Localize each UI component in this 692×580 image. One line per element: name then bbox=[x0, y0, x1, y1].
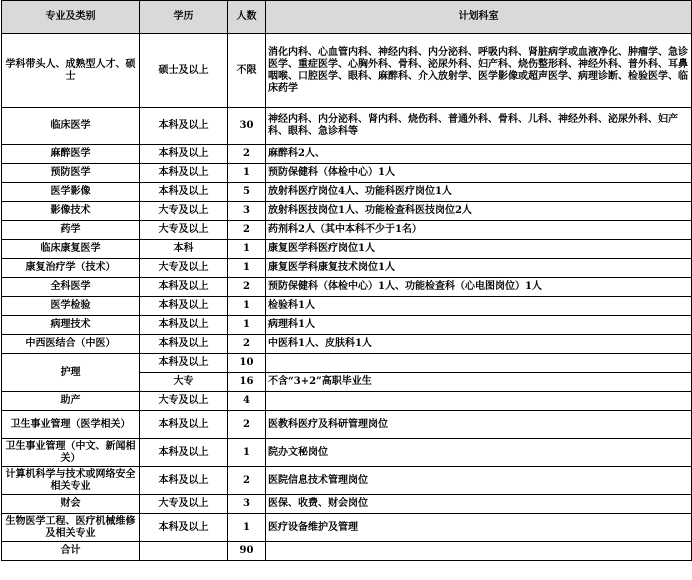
cell-education: 大专 bbox=[140, 373, 228, 392]
cell-plan: 神经内科、内分泌科、肾内科、烧伤科、普通外科、骨科、儿科、神经外科、泌尿外科、妇产科、眼科、急诊科等 bbox=[266, 108, 692, 145]
cell-education: 本科及以上 bbox=[140, 354, 228, 373]
table-row bbox=[2, 411, 692, 439]
table-row bbox=[2, 202, 692, 221]
cell-major: 医学检验 bbox=[2, 297, 140, 316]
cell-count: 2 bbox=[228, 278, 266, 297]
cell-plan: 药剂科2人（其中本科不少于1名） bbox=[266, 221, 692, 240]
cell-major: 全科医学 bbox=[2, 278, 140, 297]
cell-plan: 放射科医疗岗位4人、功能科医疗岗位1人 bbox=[266, 183, 692, 202]
total-row bbox=[2, 542, 692, 561]
table-row bbox=[2, 145, 692, 164]
cell-major: 学科带头人、成熟型人才、硕士 bbox=[2, 34, 140, 108]
cell-plan: 医保、收费、财会岗位 bbox=[266, 495, 692, 514]
cell-education: 本科及以上 bbox=[140, 411, 228, 439]
table-row bbox=[2, 240, 692, 259]
cell-count: 3 bbox=[228, 202, 266, 221]
recruitment-table bbox=[1, 0, 692, 561]
cell-count: 2 bbox=[228, 335, 266, 354]
cell-major: 医学影像 bbox=[2, 183, 140, 202]
cell-count: 1 bbox=[228, 164, 266, 183]
total-plan bbox=[266, 542, 692, 561]
cell-count: 1 bbox=[228, 297, 266, 316]
header-row bbox=[2, 1, 692, 34]
cell-education: 本科及以上 bbox=[140, 108, 228, 145]
cell-plan: 院办文秘岗位 bbox=[266, 439, 692, 467]
cell-major: 计算机科学与技术或网络安全相关专业 bbox=[2, 467, 140, 495]
cell-count: 16 bbox=[228, 373, 266, 392]
table-row bbox=[2, 183, 692, 202]
cell-plan: 不含“3+2”高职毕业生 bbox=[266, 373, 692, 392]
table-row bbox=[2, 278, 692, 297]
cell-education: 本科及以上 bbox=[140, 183, 228, 202]
cell-major: 影像技术 bbox=[2, 202, 140, 221]
cell-major: 卫生事业管理（医学相关） bbox=[2, 411, 140, 439]
cell-plan: 病理科1人 bbox=[266, 316, 692, 335]
cell-major: 生物医学工程、医疗机械维修及相关专业 bbox=[2, 514, 140, 542]
cell-major: 中西医结合（中医） bbox=[2, 335, 140, 354]
cell-plan: 预防保健科（体检中心）1人、功能检查科（心电图岗位）1人 bbox=[266, 278, 692, 297]
cell-count: 1 bbox=[228, 259, 266, 278]
cell-plan: 医院信息技术管理岗位 bbox=[266, 467, 692, 495]
cell-major: 临床康复医学 bbox=[2, 240, 140, 259]
cell-major: 助产 bbox=[2, 392, 140, 411]
cell-education: 本科及以上 bbox=[140, 514, 228, 542]
cell-plan: 中医科1人、皮肤科1人 bbox=[266, 335, 692, 354]
cell-count: 5 bbox=[228, 183, 266, 202]
cell-major: 麻醉医学 bbox=[2, 145, 140, 164]
cell-major: 康复治疗学（技术） bbox=[2, 259, 140, 278]
table-row bbox=[2, 297, 692, 316]
cell-count: 2 bbox=[228, 467, 266, 495]
cell-education: 硕士及以上 bbox=[140, 34, 228, 108]
cell-plan bbox=[266, 354, 692, 373]
cell-plan: 检验科1人 bbox=[266, 297, 692, 316]
table-row bbox=[2, 392, 692, 411]
header-count: 人数 bbox=[228, 1, 266, 34]
cell-count: 2 bbox=[228, 221, 266, 240]
header-major: 专业及类别 bbox=[2, 1, 140, 34]
cell-plan: 康复医学科医疗岗位1人 bbox=[266, 240, 692, 259]
cell-plan: 麻醉科2人、 bbox=[266, 145, 692, 164]
cell-major: 卫生事业管理（中文、新闻相关） bbox=[2, 439, 140, 467]
table-row bbox=[2, 108, 692, 145]
cell-count: 10 bbox=[228, 354, 266, 373]
cell-major: 预防医学 bbox=[2, 164, 140, 183]
cell-major: 财会 bbox=[2, 495, 140, 514]
cell-education: 本科及以上 bbox=[140, 335, 228, 354]
cell-major: 护理 bbox=[2, 354, 140, 392]
cell-education: 本科及以上 bbox=[140, 164, 228, 183]
table-row bbox=[2, 259, 692, 278]
cell-count: 4 bbox=[228, 392, 266, 411]
table-row bbox=[2, 467, 692, 495]
cell-education: 大专及以上 bbox=[140, 221, 228, 240]
cell-plan: 康复医学科康复技术岗位1人 bbox=[266, 259, 692, 278]
cell-education: 大专及以上 bbox=[140, 495, 228, 514]
table-row bbox=[2, 495, 692, 514]
cell-plan: 医教科医疗及科研管理岗位 bbox=[266, 411, 692, 439]
cell-major: 病理技术 bbox=[2, 316, 140, 335]
table-row bbox=[2, 34, 692, 108]
cell-count: 2 bbox=[228, 145, 266, 164]
table-row bbox=[2, 514, 692, 542]
header-plan: 计划科室 bbox=[266, 1, 692, 34]
cell-count: 1 bbox=[228, 240, 266, 259]
total-count: 90 bbox=[228, 542, 266, 561]
table-row bbox=[2, 354, 692, 373]
total-label: 合计 bbox=[2, 542, 140, 561]
cell-education: 本科及以上 bbox=[140, 439, 228, 467]
cell-plan: 消化内科、心血管内科、神经内科、内分泌科、呼吸内科、肾脏病学或血液净化、肿瘤学、急诊医学、重症医学、心胸外科、骨科、泌尿外科、妇产科、烧伤整形科、神经外科、普外科、耳鼻咽喉、口腔医学、眼科、麻醉科、介入放射学、医学影像或超声医学、病理诊断、检验医学、临床药学 bbox=[266, 34, 692, 108]
table-row bbox=[2, 164, 692, 183]
cell-count: 30 bbox=[228, 108, 266, 145]
cell-plan: 医疗设备维护及管理 bbox=[266, 514, 692, 542]
cell-count: 1 bbox=[228, 514, 266, 542]
table-row bbox=[2, 221, 692, 240]
cell-education: 本科及以上 bbox=[140, 297, 228, 316]
table-row bbox=[2, 439, 692, 467]
cell-major: 临床医学 bbox=[2, 108, 140, 145]
total-education bbox=[140, 542, 228, 561]
table-row bbox=[2, 335, 692, 354]
cell-plan: 预防保健科（体检中心）1人 bbox=[266, 164, 692, 183]
cell-count: 不限 bbox=[228, 34, 266, 108]
cell-major: 药学 bbox=[2, 221, 140, 240]
cell-count: 1 bbox=[228, 439, 266, 467]
cell-count: 2 bbox=[228, 411, 266, 439]
cell-education: 本科 bbox=[140, 240, 228, 259]
cell-education: 本科及以上 bbox=[140, 145, 228, 164]
cell-education: 大专及以上 bbox=[140, 259, 228, 278]
cell-education: 大专及以上 bbox=[140, 202, 228, 221]
cell-plan bbox=[266, 392, 692, 411]
cell-education: 本科及以上 bbox=[140, 316, 228, 335]
cell-count: 3 bbox=[228, 495, 266, 514]
table-row bbox=[2, 316, 692, 335]
cell-education: 本科及以上 bbox=[140, 278, 228, 297]
cell-education: 本科及以上 bbox=[140, 467, 228, 495]
header-education: 学历 bbox=[140, 1, 228, 34]
cell-count: 1 bbox=[228, 316, 266, 335]
cell-education: 大专及以上 bbox=[140, 392, 228, 411]
cell-plan: 放射科医技岗位1人、功能检查科医技岗位2人 bbox=[266, 202, 692, 221]
